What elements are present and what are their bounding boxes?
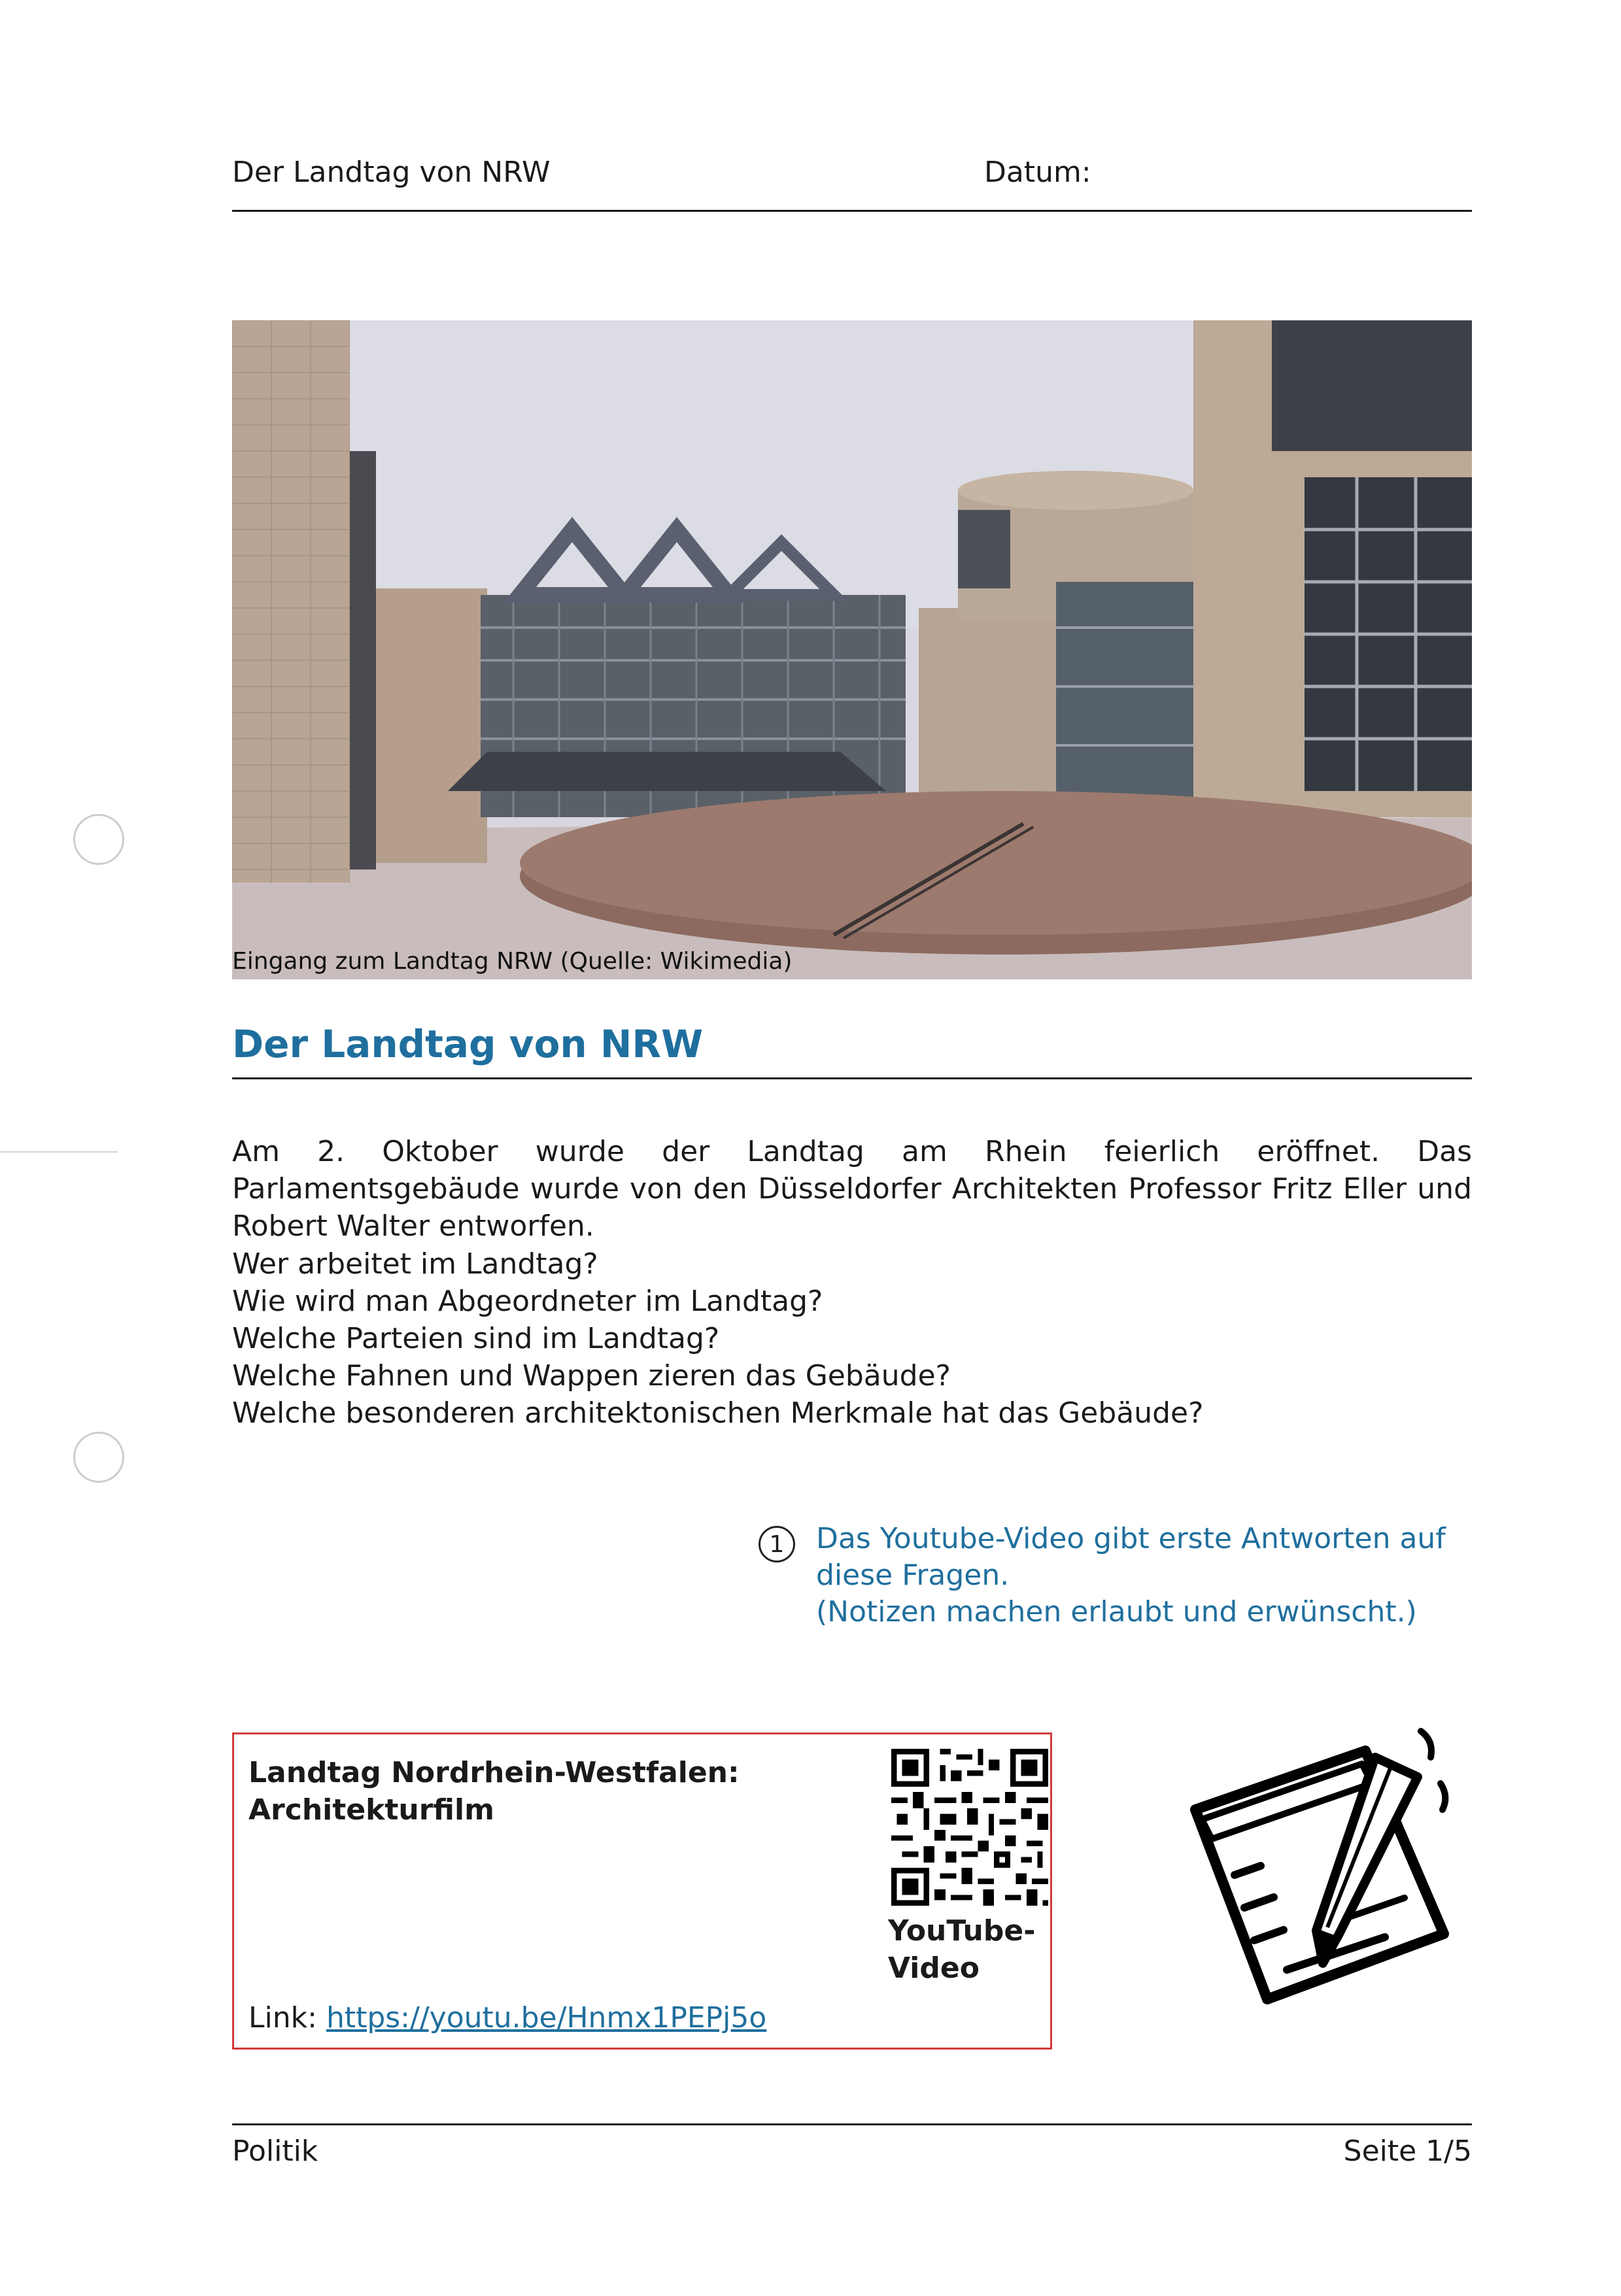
footer-rule	[232, 2123, 1472, 2125]
section-title: Der Landtag von NRW	[232, 1022, 704, 1066]
video-link[interactable]: https://youtu.be/Hnmx1PEPj5o	[326, 2001, 767, 2034]
video-box	[232, 1732, 1052, 2050]
punch-hole-top	[73, 814, 124, 865]
question-item: Wie wird man Abgeordneter im Landtag?	[232, 1285, 823, 1318]
video-link-row	[248, 2001, 766, 2034]
link-label: Link:	[248, 2001, 317, 2034]
task-instruction	[816, 1521, 1470, 1630]
qr-code-icon[interactable]	[891, 1749, 1048, 1906]
notepad-pencil-icon	[1189, 1712, 1463, 2012]
fold-mark	[0, 1151, 118, 1153]
section-rule	[232, 1077, 1472, 1079]
question-list	[232, 1245, 1213, 1432]
video-title	[248, 1754, 837, 1829]
footer-subject: Politik	[232, 2135, 318, 2168]
circled-number-icon: 1	[759, 1526, 795, 1562]
intro-paragraph: Am 2. Oktober wurde der Landtag am Rhein feierlich eröffnet. Das Parlamentsgebäude wurde von den Düsseldorfer Architekten Professor Fritz Eller und Robert Walter entworfen.	[232, 1135, 1472, 1243]
question-item: Welche Parteien sind im Landtag?	[232, 1322, 720, 1355]
header-rule	[232, 210, 1472, 212]
video-title-line: Architekturfilm	[248, 1793, 494, 1827]
task-line: diese Fragen.	[816, 1559, 1010, 1592]
date-label: Datum:	[984, 156, 1091, 189]
qr-label-line: Video	[888, 1951, 980, 1985]
video-title-line: Landtag Nordrhein-Westfalen:	[248, 1756, 740, 1789]
qr-label-line: YouTube-	[888, 1914, 1036, 1948]
question-item: Wer arbeitet im Landtag?	[232, 1247, 598, 1281]
photo-caption: Eingang zum Landtag NRW (Quelle: Wikimedia)	[232, 948, 793, 975]
question-item: Welche besonderen architektonischen Merkmale hat das Gebäude?	[232, 1396, 1204, 1430]
qr-label	[888, 1912, 1045, 1987]
question-item: Welche Fahnen und Wappen zieren das Gebäude?	[232, 1359, 951, 1393]
landtag-photo	[232, 320, 1472, 979]
task-line: (Notizen machen erlaubt und erwünscht.)	[816, 1595, 1417, 1629]
punch-hole-bottom	[73, 1432, 124, 1483]
task-line: Das Youtube-Video gibt erste Antworten auf	[816, 1522, 1446, 1555]
header-title: Der Landtag von NRW	[232, 156, 551, 189]
footer-page-number: Seite 1/5	[1343, 2135, 1472, 2168]
